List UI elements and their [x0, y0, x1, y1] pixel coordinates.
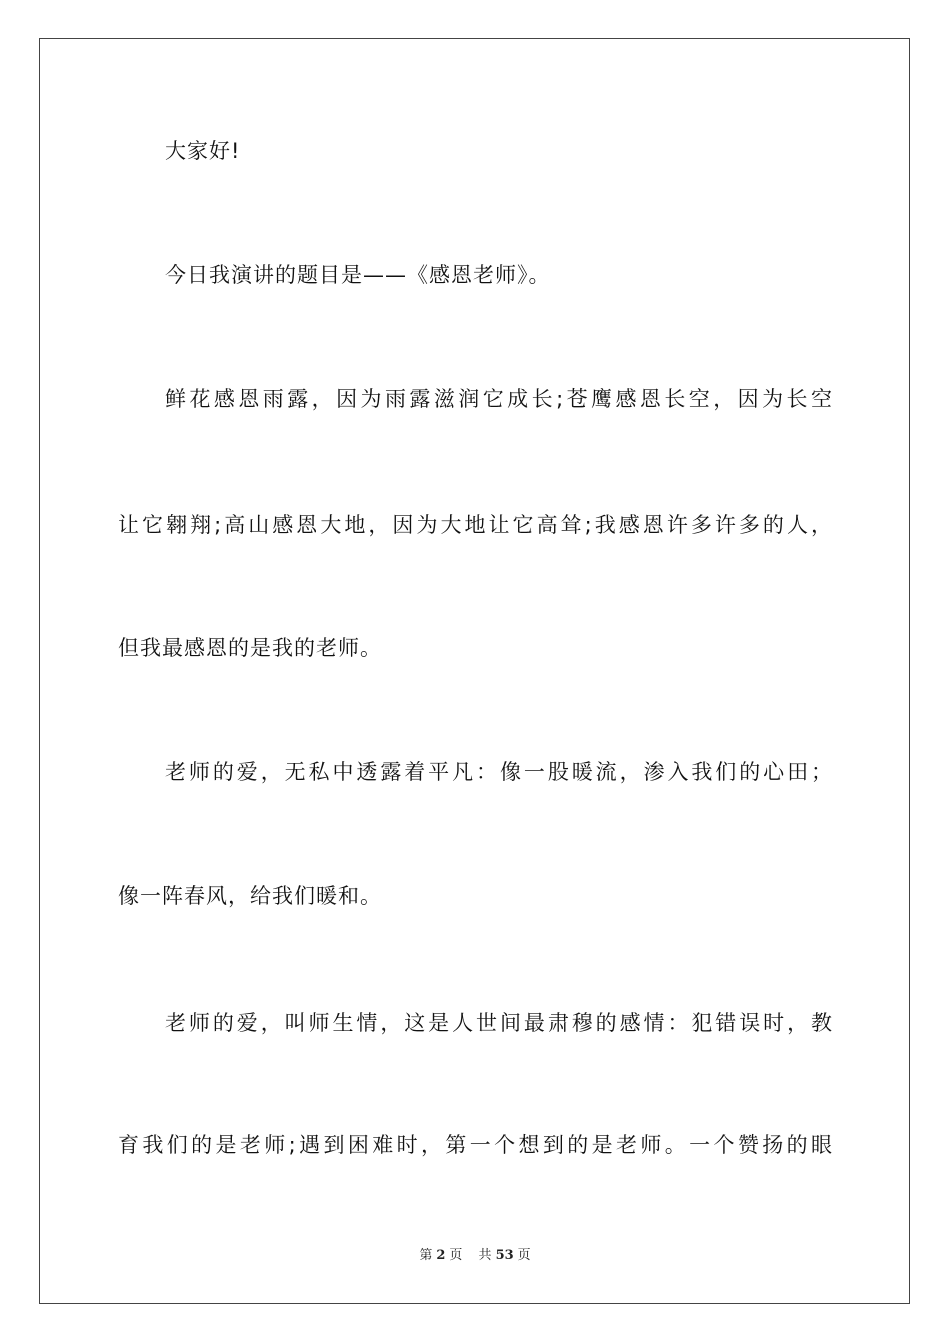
paragraph-line: 但我最感恩的是我的老师。 [118, 636, 382, 660]
total-suffix: 页 [517, 1248, 531, 1263]
paragraph-line: 老师的爱，叫师生情，这是人世间最肃穆的感情：犯错误时，教 [165, 1011, 833, 1035]
paragraph-line: 鲜花感恩雨露，因为雨露滋润它成长;苍鹰感恩长空，因为长空 [165, 387, 833, 411]
page-current: 2 [436, 1248, 446, 1263]
page-indicator [416, 1248, 465, 1263]
paragraph-line: 大家好! [165, 139, 241, 163]
paragraph-line: 今日我演讲的题目是——《感恩老师》。 [165, 263, 551, 287]
paragraph-line: 像一阵春风，给我们暖和。 [118, 884, 382, 908]
page-total: 53 [495, 1248, 514, 1263]
page-footer [0, 1246, 950, 1266]
page-border [39, 38, 910, 1304]
total-indicator [476, 1248, 534, 1263]
paragraph-line: 让它翱翔;高山感恩大地，因为大地让它高耸;我感恩许多许多的人， [118, 513, 833, 537]
paragraph-line: 育我们的是老师;遇到困难时，第一个想到的是老师。一个赞扬的眼 [118, 1133, 833, 1157]
page-prefix: 第 [419, 1248, 433, 1263]
total-prefix: 共 [478, 1248, 492, 1263]
paragraph-line: 老师的爱，无私中透露着平凡：像一股暖流，渗入我们的心田； [165, 760, 833, 784]
page-suffix: 页 [449, 1248, 463, 1263]
